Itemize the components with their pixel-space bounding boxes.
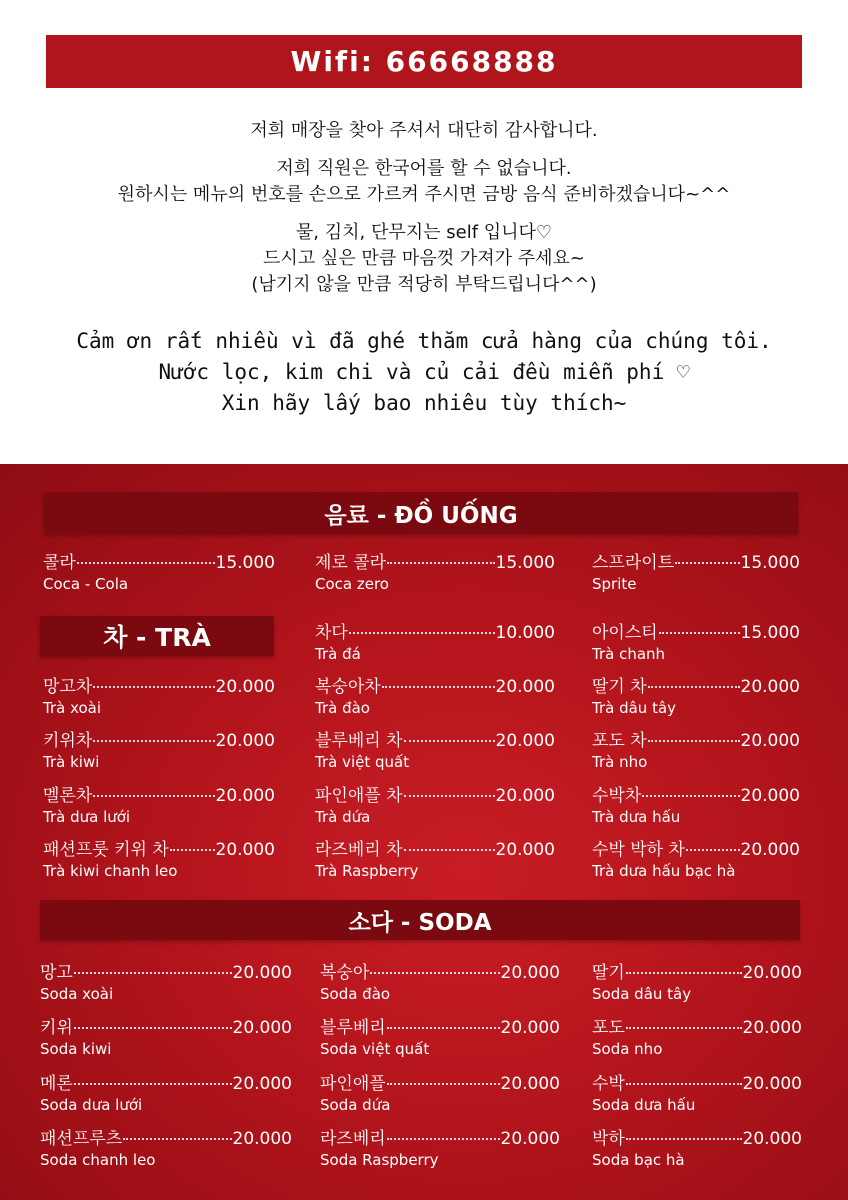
- menu-item-price: 20.000: [500, 1074, 560, 1094]
- menu-item-name-kr: 딸기 차: [592, 677, 647, 697]
- dot-leader: [642, 795, 739, 797]
- dot-leader: [349, 632, 495, 634]
- menu-item-line: [40, 958, 292, 983]
- menu-item-price: 20.000: [495, 677, 555, 697]
- menu-item-name-kr: 블루베리: [320, 1018, 386, 1038]
- menu-item-line: [320, 1124, 560, 1149]
- menu-item: [43, 726, 275, 771]
- menu-item-price: 20.000: [742, 963, 802, 983]
- menu-item-name-vi: Trà kiwi chanh leo: [43, 862, 178, 880]
- menu-item: [320, 1013, 560, 1058]
- menu-item-price: 20.000: [215, 731, 275, 751]
- menu-item: [320, 958, 560, 1003]
- menu-item-price: 20.000: [495, 840, 555, 860]
- dot-leader: [659, 632, 740, 634]
- menu-item-line: [315, 835, 555, 860]
- menu-item-name-kr: 라즈베리: [320, 1129, 386, 1149]
- menu-item-name-vi: Sprite: [592, 575, 637, 593]
- menu-item-line: [40, 1124, 292, 1149]
- dot-leader: [387, 1138, 500, 1140]
- intro-vi-line: Cảm ơn rất nhiều vì đã ghé thăm cửa hàng của chúng tôi.: [76, 329, 772, 353]
- menu-item-price: 15.000: [495, 553, 555, 573]
- dot-leader: [626, 1083, 742, 1085]
- dot-leader: [74, 972, 232, 974]
- intro-kr-line: 드시고 싶은 만큼 마음껏 가져가 주세요~: [263, 248, 585, 269]
- dot-leader: [404, 849, 495, 851]
- menu-item-price: 20.000: [742, 1129, 802, 1149]
- menu-item: [40, 958, 292, 1003]
- menu-item-name-vi: Trà dâu tây: [592, 699, 677, 717]
- menu-item-name-vi: Trà việt quất: [315, 753, 410, 771]
- menu-item-name-kr: 아이스티: [592, 623, 658, 643]
- menu-item: [315, 672, 555, 717]
- menu-item-name-kr: 키위차: [43, 731, 93, 751]
- menu-item-line: [592, 1069, 802, 1094]
- dot-leader: [382, 686, 495, 688]
- menu-item: [43, 781, 275, 826]
- menu-item-price: 20.000: [740, 731, 800, 751]
- menu-item: [315, 726, 555, 771]
- dot-leader: [404, 795, 495, 797]
- menu-item: [40, 1069, 292, 1114]
- menu-item-price: 20.000: [500, 1018, 560, 1038]
- menu-item-line: [43, 672, 275, 697]
- menu-item: [592, 958, 802, 1003]
- dot-leader: [74, 1083, 232, 1085]
- dot-leader: [93, 740, 214, 742]
- intro-message: [0, 118, 848, 419]
- menu-item: [592, 1013, 802, 1058]
- menu-item-line: [320, 1069, 560, 1094]
- dot-leader: [123, 1138, 231, 1140]
- menu-item-price: 20.000: [500, 1129, 560, 1149]
- menu-item-name-kr: 포도 차: [592, 731, 647, 751]
- intro-kr-line: 저희 매장을 찾아 주셔서 대단히 감사합니다.: [250, 120, 598, 141]
- dot-leader: [93, 686, 214, 688]
- menu-item-name-kr: 블루베리 차: [315, 731, 403, 751]
- menu-item-line: [315, 672, 555, 697]
- menu-item-name-vi: Trà nho: [592, 753, 648, 771]
- menu-item-price: 20.000: [215, 840, 275, 860]
- menu-item-name-kr: 라즈베리 차: [315, 840, 403, 860]
- menu-item-line: [592, 1013, 802, 1038]
- menu-item-name-vi: Soda dưa hấu: [592, 1096, 696, 1114]
- menu-item-price: 20.000: [742, 1074, 802, 1094]
- menu-item-name-kr: 콜라: [43, 553, 76, 573]
- dot-leader: [77, 562, 215, 564]
- menu-item: [592, 1069, 802, 1114]
- dot-leader: [626, 1138, 742, 1140]
- menu-item-line: [592, 781, 800, 806]
- dot-leader: [648, 686, 740, 688]
- menu-item-price: 20.000: [232, 1018, 292, 1038]
- menu-item-name-vi: Trà chanh: [592, 645, 666, 663]
- dot-leader: [387, 1027, 500, 1029]
- menu-item-name-vi: Soda dâu tây: [592, 985, 692, 1003]
- menu-item-name-vi: Trà dưa lưới: [43, 808, 131, 826]
- intro-vi-line: Nước lọc, kim chi và củ cải đều miễn phí ♡: [158, 360, 690, 384]
- menu-item: [43, 835, 275, 880]
- menu-item-line: [592, 1124, 802, 1149]
- menu-item-name-kr: 포도: [592, 1018, 625, 1038]
- menu-item-name-vi: Trà Raspberry: [315, 862, 419, 880]
- intro-kr-line: 원하시는 메뉴의 번호를 손으로 가르켜 주시면 금방 음식 준비하겠습니다~^^: [117, 184, 731, 205]
- menu-item-name-vi: Soda đào: [320, 985, 391, 1003]
- menu-item-price: 20.000: [232, 1074, 292, 1094]
- intro-kr-line: 저희 직원은 한국어를 할 수 없습니다.: [276, 158, 572, 179]
- menu-item-price: 20.000: [740, 677, 800, 697]
- section-header-drinks: 음료 - ĐỒ UỐNG: [44, 492, 798, 534]
- menu-item-name-kr: 복숭아차: [315, 677, 381, 697]
- menu-item: [592, 781, 800, 826]
- menu-item-name-vi: Trà đào: [315, 699, 370, 717]
- intro-kr-line: (남기지 않을 만큼 적당히 부탁드립니다^^): [251, 274, 597, 295]
- menu-item-name-kr: 수박: [592, 1074, 625, 1094]
- menu-item-line: [40, 1013, 292, 1038]
- menu-item-name-kr: 파인애플: [320, 1074, 386, 1094]
- menu-item-name-kr: 망고차: [43, 677, 93, 697]
- menu-item-line: [43, 781, 275, 806]
- menu-item-line: [43, 726, 275, 751]
- menu-item-line: [320, 958, 560, 983]
- menu-item: [592, 672, 800, 717]
- menu-item-price: 20.000: [232, 1129, 292, 1149]
- menu-item-name-vi: Soda chanh leo: [40, 1151, 156, 1169]
- menu-item: [40, 1124, 292, 1169]
- dot-leader: [675, 562, 739, 564]
- menu-item: [592, 548, 800, 593]
- menu-item-name-vi: Soda việt quất: [320, 1040, 430, 1058]
- menu-item-name-kr: 제로 콜라: [315, 553, 387, 573]
- menu-item-name-vi: Soda Raspberry: [320, 1151, 439, 1169]
- menu-item-line: [315, 726, 555, 751]
- menu-item-price: 20.000: [740, 786, 800, 806]
- menu-item-price: 15.000: [740, 553, 800, 573]
- menu-item-price: 20.000: [740, 840, 800, 860]
- menu-item: [43, 548, 275, 593]
- menu-item-name-vi: Soda dưa lưới: [40, 1096, 143, 1114]
- menu-item-name-kr: 박하: [592, 1129, 625, 1149]
- menu-item: [592, 835, 800, 880]
- menu-item-name-kr: 수박 박하 차: [592, 840, 685, 860]
- menu-item-line: [315, 548, 555, 573]
- menu-item-price: 20.000: [495, 786, 555, 806]
- section-header-tea: 차 - TRÀ: [40, 616, 274, 656]
- menu-item-line: [592, 726, 800, 751]
- menu-item-name-kr: 키위: [40, 1018, 73, 1038]
- menu-item: [592, 1124, 802, 1169]
- menu-item-price: 15.000: [740, 623, 800, 643]
- menu-item-name-vi: Trà dưa hấu bạc hà: [592, 862, 736, 880]
- menu-item-price: 10.000: [495, 623, 555, 643]
- menu-item: [320, 1069, 560, 1114]
- menu-item-name-kr: 패션프룻 키위 차: [43, 840, 169, 860]
- menu-item-line: [592, 548, 800, 573]
- menu-item-line: [315, 618, 555, 643]
- menu-item: [315, 618, 555, 663]
- dot-leader: [74, 1027, 232, 1029]
- menu-item-line: [43, 548, 275, 573]
- menu-item-price: 20.000: [742, 1018, 802, 1038]
- menu-item-price: 20.000: [232, 963, 292, 983]
- intro-kr-line: 물, 김치, 단무지는 self 입니다♡: [295, 222, 553, 243]
- menu-item: [40, 1013, 292, 1058]
- menu-item-line: [315, 781, 555, 806]
- menu-item-line: [592, 958, 802, 983]
- menu-item-name-kr: 수박차: [592, 786, 642, 806]
- menu-item-line: [592, 618, 800, 643]
- menu-item-line: [320, 1013, 560, 1038]
- menu-item: [592, 726, 800, 771]
- dot-leader: [626, 972, 742, 974]
- section-header-soda: 소다 - SODA: [40, 900, 800, 940]
- menu-item: [315, 781, 555, 826]
- menu-item-name-vi: Soda dứa: [320, 1096, 391, 1114]
- menu-item-price: 20.000: [215, 786, 275, 806]
- menu-item-line: [592, 835, 800, 860]
- menu-item-name-kr: 파인애플 차: [315, 786, 403, 806]
- menu-item-name-kr: 멜론차: [43, 786, 93, 806]
- menu-item-name-kr: 딸기: [592, 963, 625, 983]
- dot-leader: [387, 562, 494, 564]
- menu-item-name-vi: Soda xoài: [40, 985, 114, 1003]
- menu-item: [592, 618, 800, 663]
- dot-leader: [686, 849, 740, 851]
- menu-item-name-kr: 망고: [40, 963, 73, 983]
- menu-item-name-vi: Soda nho: [592, 1040, 663, 1058]
- menu-item-name-vi: Trà đá: [315, 645, 361, 663]
- menu-item-name-kr: 차다: [315, 623, 348, 643]
- dot-leader: [387, 1083, 500, 1085]
- menu-item-price: 20.000: [495, 731, 555, 751]
- menu-item: [320, 1124, 560, 1169]
- menu-item-price: 20.000: [215, 677, 275, 697]
- menu-item-line: [43, 835, 275, 860]
- dot-leader: [370, 972, 499, 974]
- menu-item-name-vi: Soda bạc hà: [592, 1151, 685, 1169]
- menu-item-line: [40, 1069, 292, 1094]
- menu-item-name-vi: Coca zero: [315, 575, 389, 593]
- intro-vi-line: Xin hãy lấy bao nhiêu tùy thích~: [221, 391, 627, 415]
- menu-item-name-vi: Trà dưa hấu: [592, 808, 681, 826]
- menu-item-price: 20.000: [500, 963, 560, 983]
- wifi-banner: Wifi: 66668888: [46, 35, 802, 88]
- dot-leader: [404, 740, 495, 742]
- menu-item: [315, 548, 555, 593]
- menu-item-price: 15.000: [215, 553, 275, 573]
- dot-leader: [170, 849, 215, 851]
- menu-item-name-vi: Trà xoài: [43, 699, 102, 717]
- dot-leader: [93, 795, 214, 797]
- menu-item: [43, 672, 275, 717]
- menu-item-name-kr: 스프라이트: [592, 553, 675, 573]
- menu-item-name-vi: Soda kiwi: [40, 1040, 112, 1058]
- dot-leader: [626, 1027, 742, 1029]
- menu-item-name-kr: 복숭아: [320, 963, 370, 983]
- menu-item-name-kr: 메론: [40, 1074, 73, 1094]
- menu-item-name-vi: Trà kiwi: [43, 753, 100, 771]
- menu-item-name-vi: Trà dứa: [315, 808, 371, 826]
- menu-item-line: [592, 672, 800, 697]
- menu-item: [315, 835, 555, 880]
- menu-item-name-vi: Coca - Cola: [43, 575, 129, 593]
- menu-item-name-kr: 패션프루츠: [40, 1129, 123, 1149]
- dot-leader: [648, 740, 740, 742]
